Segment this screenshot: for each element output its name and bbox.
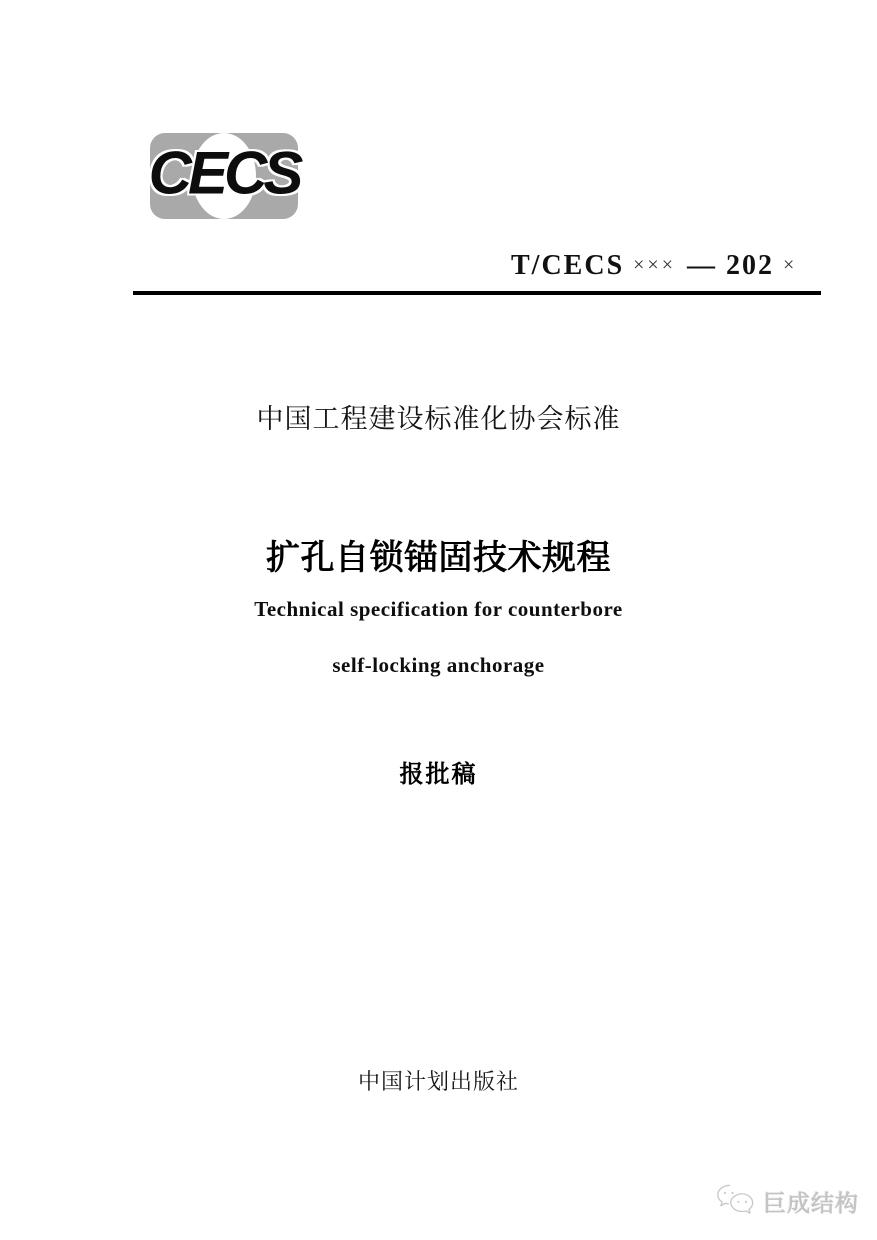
wechat-icon <box>714 1183 756 1219</box>
association-title: 中国工程建设标准化协会标准 <box>256 404 621 434</box>
header-rule <box>133 291 821 295</box>
standard-code-year-placeholder: × <box>783 254 798 276</box>
cecs-logo-text: CECS <box>148 139 300 207</box>
watermark <box>714 1183 859 1219</box>
standard-code <box>511 250 797 282</box>
standard-code-dash: — <box>687 250 715 281</box>
publisher-name: 中国计划出版社 <box>357 1069 519 1094</box>
standard-code-number-placeholder: ××× <box>633 254 676 276</box>
standard-code-year: 202 <box>726 250 774 281</box>
standard-code-org: T/CECS <box>511 250 625 281</box>
cecs-logo <box>150 133 298 219</box>
watermark-brand-text: 巨成结构 <box>763 1189 859 1216</box>
stage-label: 报批稿 <box>399 761 478 788</box>
english-title-line2: self-locking anchorage <box>332 653 545 677</box>
main-title: 扩孔自锁锚固技术规程 <box>266 539 611 577</box>
english-title-line1: Technical specification for counterbore <box>254 597 623 621</box>
